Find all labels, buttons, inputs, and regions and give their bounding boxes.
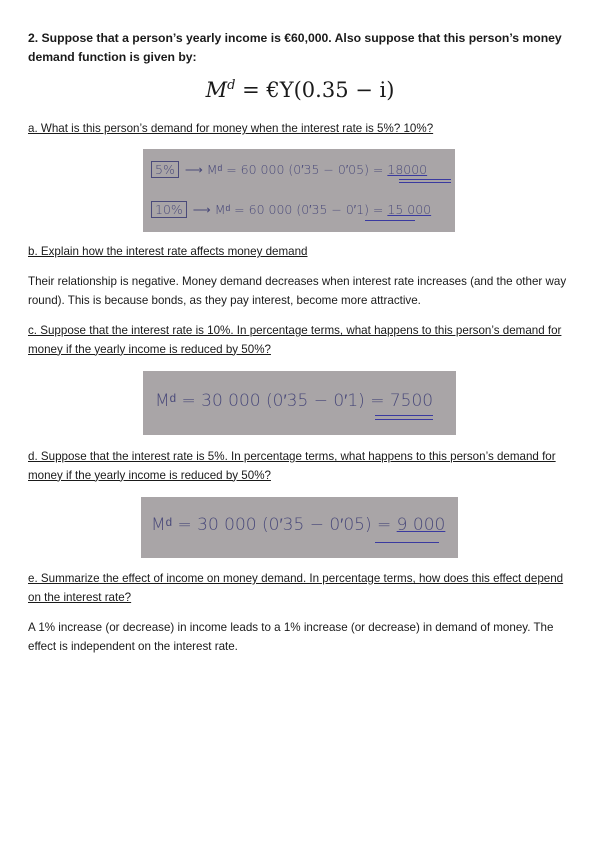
hw-arrow-2: ⟶	[192, 202, 211, 217]
hw-label-5pct: 5%	[151, 161, 179, 178]
part-c-prompt: c. Suppose that the interest rate is 10%. In percentage terms, what happens to this person’s demand for money if the yearly income is reduced by 50%?	[28, 324, 562, 356]
hw-underline-c2	[375, 419, 433, 420]
hw-underline-2	[365, 220, 415, 221]
hw-result-c: 7500	[389, 391, 434, 411]
part-a-handwritten-image	[143, 149, 455, 232]
hw-equation-d: Mᵈ = 30 000 (0′35 − 0′05) =	[151, 515, 397, 535]
hw-result-1: 18000	[387, 162, 428, 177]
formula-rhs: = €Y(0.35 − i)	[242, 78, 395, 102]
hw-equation-1: Mᵈ = 60 000 (0′35 − 0′05) =	[206, 162, 388, 177]
part-e-answer: A 1% increase (or decrease) in income leads to a 1% increase (or decrease) in demand of money. The effect is independent on the interest rate.	[28, 621, 554, 653]
question-title: 2. Suppose that a person’s yearly income is €60,000. Also suppose that this person’s money demand function is given by:	[28, 31, 562, 64]
formula-superscript: d	[227, 78, 236, 93]
hw-arrow-1: ⟶	[184, 162, 203, 177]
hw-equation-c: Mᵈ = 30 000 (0′35 − 0′1) =	[155, 391, 390, 411]
part-c-hw-line	[155, 391, 433, 411]
part-a-hw-line-1	[151, 161, 427, 178]
part-d-hw-line	[151, 515, 445, 535]
hw-result-2: 15 000	[387, 202, 432, 217]
part-a-prompt: a. What is this person’s demand for money when the interest rate is 5%? 10%?	[28, 122, 434, 135]
part-b-prompt: b. Explain how the interest rate affects money demand	[28, 245, 308, 258]
part-b-answer: Their relationship is negative. Money demand decreases when interest rate increases (and the other way round). This is because bonds, as they pay interest, become more attractive.	[28, 275, 567, 307]
hw-underline-1b	[399, 182, 451, 183]
formula-lhs: M	[205, 78, 228, 102]
money-demand-formula	[0, 78, 600, 102]
hw-underline-1a	[399, 179, 451, 180]
part-a-hw-line-2	[151, 201, 431, 218]
part-d-prompt: d. Suppose that the interest rate is 5%. In percentage terms, what happens to this person’s demand for money if the yearly income is reduced by 50%?	[28, 450, 556, 482]
hw-label-10pct: 10%	[151, 201, 187, 218]
hw-equation-2: Mᵈ = 60 000 (0′35 − 0′1) =	[214, 202, 388, 217]
hw-underline-d	[375, 542, 439, 543]
hw-underline-c1	[375, 415, 433, 416]
part-e-prompt: e. Summarize the effect of income on money demand. In percentage terms, how does this effect depend on the interest rate?	[28, 572, 564, 604]
part-c-handwritten-image	[143, 371, 456, 435]
hw-result-d: 9 000	[396, 515, 446, 535]
part-d-handwritten-image	[141, 497, 458, 558]
